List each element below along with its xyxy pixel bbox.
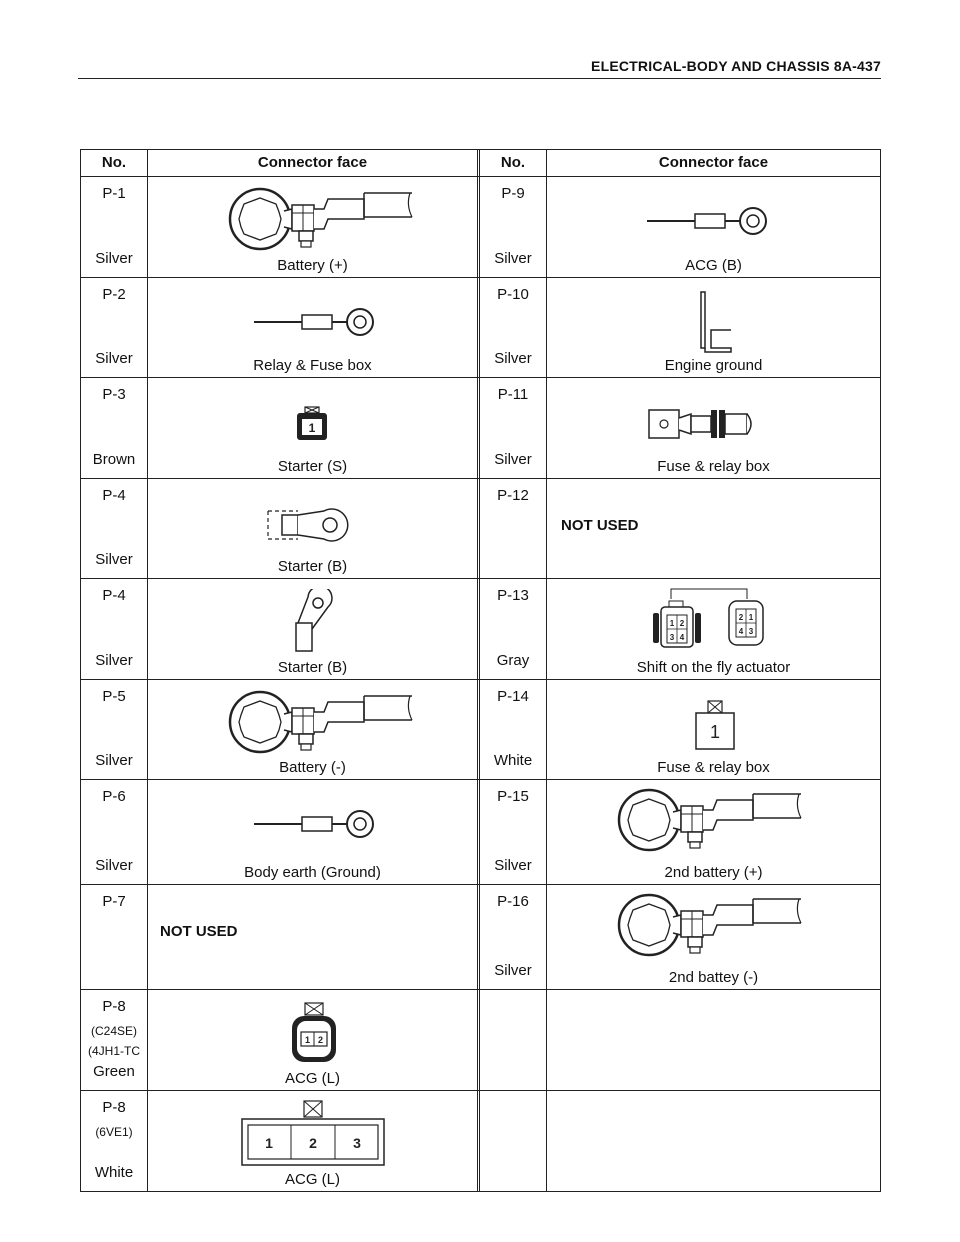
fuse-terminal-icon bbox=[647, 404, 757, 444]
connector-face-cell bbox=[547, 680, 880, 780]
starter-terminal-icon bbox=[264, 505, 364, 545]
connector-face-cell bbox=[148, 780, 480, 884]
connector-no: P-7 bbox=[102, 893, 126, 910]
pin-label: 2 bbox=[309, 1134, 317, 1151]
ring-terminal-icon bbox=[645, 203, 785, 239]
connector-face-cell bbox=[148, 885, 480, 989]
connector-caption: ACG (L) bbox=[284, 1171, 340, 1188]
connector-no-cell bbox=[81, 479, 148, 579]
connector-face-cell bbox=[547, 479, 880, 579]
connector-no-cell bbox=[81, 278, 148, 378]
connector-no-cell bbox=[480, 278, 547, 378]
battery-terminal-icon bbox=[224, 187, 424, 255]
connector-caption: ACG (B) bbox=[685, 256, 742, 274]
connector-no-cell bbox=[81, 378, 148, 478]
connector-face-cell bbox=[148, 579, 480, 679]
engine-note: (C24SE) bbox=[90, 1024, 137, 1038]
connector-no: P-9 bbox=[501, 185, 525, 202]
page-header bbox=[78, 56, 881, 79]
connector-face-cell bbox=[547, 579, 880, 679]
connector-color: Silver bbox=[95, 350, 133, 367]
connector-caption: Engine ground bbox=[664, 357, 763, 374]
connector-no: P-4 bbox=[102, 587, 126, 604]
connector-no: P-4 bbox=[102, 486, 126, 504]
single-pin-connector-icon bbox=[693, 700, 737, 752]
connector-no: P-15 bbox=[497, 788, 529, 805]
battery-terminal-icon bbox=[613, 893, 813, 963]
connector-caption: Body earth (Ground) bbox=[244, 864, 381, 881]
connector-face-cell bbox=[148, 1091, 480, 1192]
header-no-right: No. bbox=[480, 150, 547, 176]
connector-caption: Fuse & relay box bbox=[657, 457, 770, 475]
pin-label: 3 bbox=[748, 627, 754, 636]
connector-color: Gray bbox=[496, 651, 530, 669]
connector-color: White bbox=[94, 1164, 134, 1181]
pin-label: 1 bbox=[669, 619, 675, 628]
connector-caption: Relay & Fuse box bbox=[253, 357, 372, 374]
connector-face-cell bbox=[547, 885, 880, 989]
engine-note: (6VE1) bbox=[95, 1124, 133, 1139]
table-header-row bbox=[81, 150, 880, 177]
three-pin-connector-icon bbox=[238, 1099, 388, 1167]
connector-color: Silver bbox=[494, 350, 532, 367]
connector-no-cell bbox=[480, 177, 547, 277]
connector-face-cell bbox=[148, 177, 480, 277]
connector-no-cell bbox=[81, 885, 148, 989]
connector-no: P-6 bbox=[102, 788, 126, 805]
connector-table bbox=[80, 149, 881, 1192]
table-row bbox=[81, 680, 880, 781]
connector-color: Silver bbox=[494, 249, 532, 267]
connector-caption: Battery (-) bbox=[279, 759, 346, 776]
empty-cell bbox=[480, 990, 547, 1090]
connector-color: Brown bbox=[92, 450, 136, 468]
pin-label: 2 bbox=[317, 1035, 324, 1045]
connector-color: Silver bbox=[95, 249, 133, 267]
connector-no-cell bbox=[81, 579, 148, 679]
connector-color: Silver bbox=[95, 551, 133, 568]
connector-no: P-5 bbox=[102, 687, 126, 705]
four-pin-connector-pair-icon bbox=[631, 585, 801, 655]
connector-face-cell bbox=[148, 378, 480, 478]
connector-face-cell bbox=[148, 680, 480, 780]
table-row bbox=[81, 885, 880, 990]
pin-label: 1 bbox=[709, 721, 721, 742]
empty-cell bbox=[547, 990, 880, 1090]
starter-terminal-vertical-icon bbox=[288, 589, 338, 655]
pin-label: 1 bbox=[265, 1134, 273, 1151]
table-row bbox=[81, 378, 880, 479]
connector-no-cell bbox=[81, 680, 148, 780]
connector-caption: Starter (B) bbox=[277, 658, 348, 676]
connector-color: Silver bbox=[494, 857, 532, 874]
connector-no: P-12 bbox=[497, 486, 529, 504]
table-row bbox=[81, 1091, 880, 1192]
connector-no: P-13 bbox=[497, 587, 529, 604]
page-title: ELECTRICAL-BODY AND CHASSIS 8A-437 bbox=[591, 58, 881, 74]
connector-color: Silver bbox=[494, 450, 532, 468]
table-row bbox=[81, 177, 880, 278]
connector-color: Silver bbox=[95, 651, 133, 669]
pin-label: 3 bbox=[353, 1134, 361, 1151]
empty-cell bbox=[547, 1091, 880, 1192]
connector-no-cell bbox=[81, 177, 148, 277]
connector-face-cell bbox=[148, 990, 480, 1090]
connector-caption: Fuse & relay box bbox=[657, 759, 770, 776]
pin-label: 4 bbox=[738, 627, 744, 636]
connector-face-cell bbox=[547, 780, 880, 884]
not-used-label: NOT USED bbox=[561, 516, 639, 534]
not-used-label: NOT USED bbox=[160, 923, 238, 940]
connector-color: Silver bbox=[494, 962, 532, 979]
two-pin-connector-icon bbox=[289, 1002, 339, 1066]
connector-no-cell bbox=[480, 680, 547, 780]
ground-lug-icon bbox=[697, 290, 737, 356]
connector-caption: 2nd battery (+) bbox=[664, 864, 763, 881]
connector-no-cell bbox=[480, 579, 547, 679]
connector-color: Green bbox=[93, 1062, 135, 1080]
connector-no: P-16 bbox=[497, 893, 529, 910]
connector-caption: Shift on the fly actuator bbox=[636, 658, 791, 676]
ring-terminal-icon bbox=[252, 806, 392, 842]
connector-color: Silver bbox=[95, 752, 133, 769]
pin-label: 1 bbox=[748, 613, 754, 622]
pin-label: 2 bbox=[738, 613, 744, 622]
table-row bbox=[81, 990, 880, 1091]
ring-terminal-icon bbox=[252, 304, 392, 340]
connector-no: P-8 bbox=[102, 1098, 126, 1116]
connector-no-cell bbox=[480, 780, 547, 884]
connector-no-cell bbox=[480, 378, 547, 478]
pin-label: 2 bbox=[679, 619, 685, 628]
empty-cell bbox=[480, 1091, 547, 1192]
connector-face-cell bbox=[547, 177, 880, 277]
connector-no-cell bbox=[480, 479, 547, 579]
table-row bbox=[81, 479, 880, 580]
connector-caption: Starter (B) bbox=[277, 558, 348, 575]
connector-no: P-10 bbox=[497, 285, 529, 303]
connector-face-cell bbox=[547, 378, 880, 478]
connector-no: P-1 bbox=[102, 185, 126, 202]
connector-no-cell bbox=[81, 780, 148, 884]
connector-no: P-8 bbox=[102, 998, 126, 1015]
battery-terminal-icon bbox=[224, 690, 424, 758]
battery-terminal-icon bbox=[613, 788, 813, 858]
connector-no: P-2 bbox=[102, 285, 126, 303]
connector-face-cell bbox=[547, 278, 880, 378]
connector-no: P-3 bbox=[102, 386, 126, 403]
table-row bbox=[81, 278, 880, 379]
connector-no-cell bbox=[81, 990, 148, 1090]
pin-label: 3 bbox=[669, 633, 675, 642]
header-face-right: Connector face bbox=[658, 154, 769, 171]
connector-color: Silver bbox=[95, 857, 133, 874]
connector-face-cell bbox=[148, 479, 480, 579]
connector-face-cell bbox=[148, 278, 480, 378]
pin-label: 1 bbox=[304, 1035, 311, 1045]
table-row bbox=[81, 579, 880, 680]
single-pin-connector-icon bbox=[295, 406, 329, 442]
connector-no: P-11 bbox=[497, 386, 529, 403]
connector-no-cell bbox=[480, 885, 547, 989]
pin-label: 1 bbox=[308, 421, 316, 435]
connector-color: White bbox=[493, 752, 533, 769]
connector-no: P-14 bbox=[497, 687, 529, 705]
pin-label: 4 bbox=[679, 633, 685, 642]
engine-note: (4JH1-TC bbox=[87, 1044, 140, 1058]
header-no-left: No. bbox=[81, 150, 148, 176]
header-face-left: Connector face bbox=[148, 150, 480, 176]
table-row bbox=[81, 780, 880, 885]
connector-caption: Battery (+) bbox=[277, 256, 348, 274]
connector-caption: Starter (S) bbox=[277, 457, 348, 475]
connector-caption: ACG (L) bbox=[284, 1069, 340, 1087]
connector-caption: 2nd battey (-) bbox=[668, 969, 759, 986]
connector-no-cell bbox=[81, 1091, 148, 1192]
